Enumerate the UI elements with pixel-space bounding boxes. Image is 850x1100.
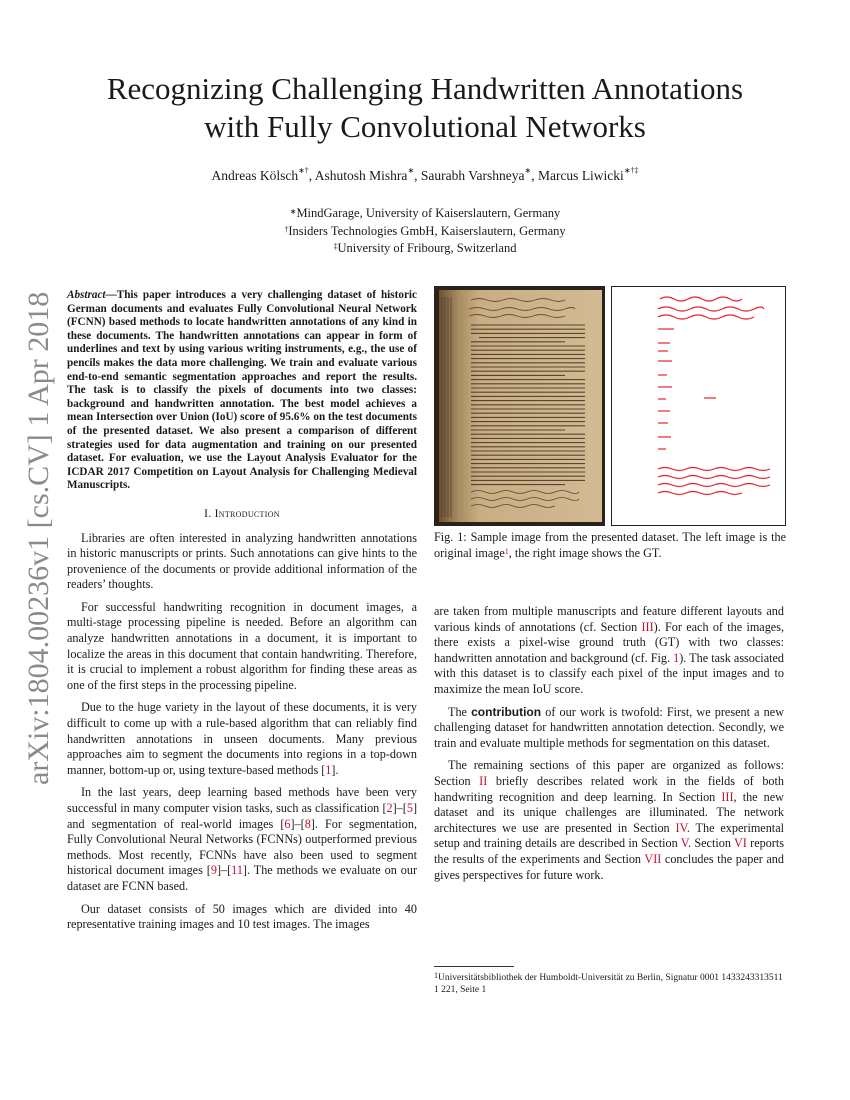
abstract-body: —This paper introduces a very challenging dataset of historic German documents and evaluates Fully Convolutional Neural Network (FCNN) based methods to locate handwritten annotations of any kind in these documents. The handwritten annotations can appear in form of underlines and text by using various writing instruments, e.g., the use of pencils makes the data more challenging. We train and evaluate various end-to-end semantic segmentation approaches and report the results. The task is to classify the pixels of documents into two classes: background and handwritten annotation. The best model achieves a mean Intersection over Union (IoU) score of 95.6% on the test documents of the presented dataset. We also present a comparison of different strategies used for data augmentation and training on our presented dataset. For evaluation, we use the Layout Analysis Evaluator for the ICDAR 2017 Competition on Layout Analysis for Challenging Medieval Manuscripts. [67, 289, 417, 492]
original-image-panel [434, 286, 605, 526]
arxiv-id-text: arXiv:1804.00236v1 [cs.CV] 1 Apr 2018 [22, 291, 55, 785]
affiliation [40, 240, 810, 258]
section-link[interactable]: III [721, 789, 734, 804]
footnote-text: Universitätsbibliothek der Humboldt-Universität zu Berlin, Signatur 0001 1433243313511 1 221, Seite 1 [434, 973, 783, 995]
author-name: Saurabh Varshneya [420, 168, 525, 183]
author-name: Andreas Kölsch [211, 168, 299, 183]
affiliation [40, 223, 810, 241]
citation-link[interactable]: 9 [210, 863, 217, 878]
left-column [67, 289, 417, 940]
citation-link[interactable]: 8 [304, 816, 311, 831]
citation-link[interactable]: 6 [284, 816, 291, 831]
title-line-2: with Fully Convolutional Networks [204, 109, 646, 144]
ground-truth-panel [611, 286, 786, 526]
affiliation-mark: † [284, 224, 289, 234]
author-marks: ∗† [298, 166, 309, 175]
abstract-lead: Abstract [67, 289, 106, 301]
title-line-1: Recognizing Challenging Handwritten Annotations [106, 71, 744, 106]
ground-truth-image [612, 287, 785, 525]
caption-text: , the right image shows the GT. [508, 545, 662, 560]
intro-paragraph-1: Libraries are often interested in analyzing handwritten annotations in historic manuscripts or prints. Such annotations can give hints to the provenience of the documents or provide additional information of the readers’ thoughts. [67, 530, 417, 592]
figure-caption [434, 530, 786, 561]
author-name: Ashutosh Mishra [314, 168, 408, 183]
abstract [67, 289, 417, 493]
body-paragraph-continuation: are taken from multiple manuscripts and feature different layouts and various kinds of annotations (cf. Section III). For each of the images, there exists a pixel-wise ground truth (GT) with two classes: handwritten annotation and background (cf. Fig. 1). The task associated with this dataset is to classify each pixel of the input images and to maximize the mean IoU score. [434, 604, 785, 696]
affiliation-mark: ‡ [333, 242, 338, 251]
author-list: Andreas Kölsch∗†, Ashutosh Mishra∗, Saurabh Varshneya∗, Marcus Liwicki∗†‡ [211, 166, 639, 183]
section-title: Introduction [214, 507, 280, 520]
section-link[interactable]: V [680, 836, 689, 851]
citation-link[interactable]: 2 [386, 801, 393, 815]
contribution-bold: contribution [471, 704, 542, 719]
citation-link[interactable]: 5 [406, 801, 413, 815]
author-marks: ∗†‡ [623, 166, 639, 175]
section-number: I. [204, 507, 215, 520]
author-marks: ∗ [407, 166, 415, 175]
manuscript-page-image [435, 287, 604, 525]
right-column [434, 604, 784, 890]
intro-paragraph-4: In the last years, deep learning based methods have been very successful in many computer vision tasks, such as classification [2]–[5] and segmentation of real-world images [6]–[8]. For segmentation, Fully Convolutional Neural Networks (FCNNs) outperformed previous methods. Most recently, FCNNs have also been used to segment historical document images [9]–[11]. The methods we evaluate on our dataset are FCNN based. [67, 785, 418, 893]
section-link[interactable]: III [641, 619, 654, 634]
contribution-paragraph: The contribution of our work is twofold: First, we present a new challenging dataset for handwritten annotation detection. Secondly, we train and evaluate multiple methods for segmentation on this dataset. [434, 704, 784, 750]
intro-paragraph-5: Our dataset consists of 50 images which are divided into 40 representative training images and 10 test images. The images [67, 901, 417, 932]
section-link[interactable]: VI [733, 836, 747, 851]
affiliation [40, 205, 810, 223]
footnote [434, 972, 784, 996]
figure-1 [434, 286, 786, 526]
affiliation-mark: ∗ [289, 207, 297, 216]
affiliation-text: MindGarage, University of Kaiserslautern, Germany [296, 206, 561, 220]
author-marks: ∗ [524, 166, 532, 175]
caption-text: Fig. 1: Sample image from the presented dataset. The left image is the original image [434, 530, 786, 560]
footnote-divider [434, 966, 514, 967]
footnote-link[interactable]: 1 [504, 546, 509, 556]
affiliation-list [40, 205, 810, 258]
section-link[interactable]: VII [644, 851, 662, 866]
intro-paragraph-2: For successful handwriting recognition in document images, a multi-stage processing pipeline is needed. Before an algorithm can analyze handwritten annotations in a document, it is important to localize the areas in this document that contain handwriting. Therefore, it is crucial to implement a robust algorithm for finding these areas as one of the first steps in the processing pipeline. [67, 599, 417, 692]
citation-link[interactable]: 11 [231, 863, 243, 878]
outline-paragraph: The remaining sections of this paper are organized as follows: Section II briefly describes related work in the fields of both handwriting recognition and deep learning. In Section III, the new dataset and its unique challenges are illuminated. The network architectures we use are presented in Section IV. The experimental setup and training details are described in Section V. Section VI reports the results of the experiments and Section VII concludes the paper and gives perspectives for future work. [434, 758, 784, 882]
intro-paragraph-3: Due to the huge variety in the layout of these documents, it is very difficult to come up with a rule-based algorithm that can reliably find handwritten annotations in unseen documents. Many previous approaches aim to segment the documents into regions in a top-down manner, bottom-up or, using texture-based methods [1]. [67, 700, 417, 777]
author-name: Marcus Liwicki [537, 168, 624, 183]
section-link[interactable]: II [479, 773, 488, 788]
section-link[interactable]: IV [675, 820, 687, 835]
affiliation-text: University of Fribourg, Switzerland [337, 241, 517, 255]
footnote-mark: 1 [434, 971, 438, 980]
citation-link[interactable]: 1 [325, 762, 332, 777]
arxiv-identifier-stamp [6, 250, 66, 790]
figure-link[interactable]: 1 [673, 650, 680, 665]
affiliation-text: Insiders Technologies GmbH, Kaiserslautern, Germany [288, 223, 566, 238]
paper-title [40, 70, 810, 146]
section-heading-introduction [67, 507, 417, 523]
